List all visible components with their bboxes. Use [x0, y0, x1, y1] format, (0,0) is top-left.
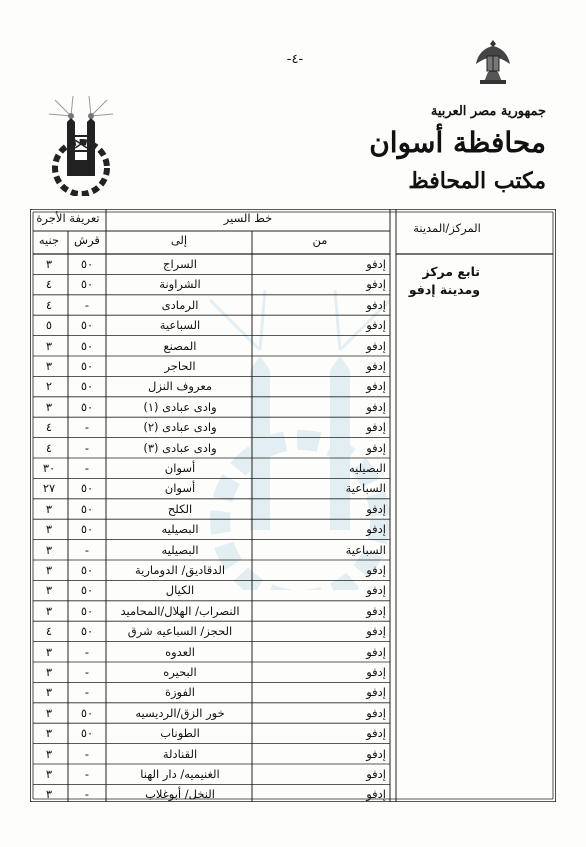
- cell-from: إدفو: [366, 257, 386, 271]
- office-title: مكتب المحافظ: [408, 168, 546, 194]
- cell-to: وادى عبادى (٣): [143, 440, 217, 455]
- cell-piastre: ٥٠: [80, 399, 94, 414]
- cell-from: إدفو: [366, 705, 386, 720]
- cell-piastre: -: [84, 461, 90, 475]
- cell-from: إدفو: [366, 665, 386, 679]
- cell-to: القنادلة: [162, 746, 198, 761]
- cell-to: أسوان: [164, 481, 196, 496]
- cell-pound: ٣: [45, 767, 53, 781]
- cell-pound: ٥: [45, 318, 53, 333]
- cell-from: إدفو: [366, 318, 386, 333]
- cell-pound: ٣: [45, 359, 53, 373]
- cell-to: البصيليه: [161, 542, 199, 557]
- cell-pound: ٣: [45, 563, 53, 577]
- republic-title: جمهورية مصر العربية: [430, 104, 546, 119]
- cell-from: إدفو: [366, 746, 386, 761]
- cell-pound: ٤: [45, 297, 53, 312]
- cell-from: إدفو: [366, 563, 386, 577]
- cell-piastre: -: [84, 746, 90, 761]
- cell-from: إدفو: [366, 644, 386, 659]
- cell-from: إدفو: [366, 522, 386, 537]
- cell-piastre: -: [84, 767, 90, 781]
- cell-pound: ٣: [45, 583, 53, 598]
- cell-to: الطوناب: [160, 726, 200, 741]
- cell-from: البصيليه: [348, 461, 386, 475]
- cell-pound: ٣: [45, 726, 53, 741]
- cell-to: النخل/ أبوغلاب: [145, 787, 215, 802]
- cell-from: إدفو: [366, 440, 386, 455]
- cell-from: إدفو: [366, 767, 386, 781]
- cell-to: الغنيميه/ دار الهنا: [140, 767, 220, 781]
- header-route: خط السير: [223, 211, 273, 225]
- cell-from: إدفو: [366, 297, 386, 312]
- cell-pound: ٣: [45, 603, 53, 618]
- cell-pound: ٣: [45, 542, 53, 557]
- cell-from: إدفو: [366, 359, 386, 373]
- cell-to: النصراب/ الهلال/المحاميد: [120, 603, 240, 618]
- page-number: -٤-: [286, 52, 304, 67]
- header-to: إلى: [170, 233, 188, 247]
- cell-to: الشراونة: [159, 277, 201, 292]
- cell-piastre: -: [84, 665, 90, 679]
- cell-piastre: -: [84, 420, 90, 435]
- cell-pound: ٣: [45, 501, 53, 516]
- eagle-emblem-icon: [474, 38, 512, 86]
- cell-to: البصيليه: [161, 522, 199, 537]
- cell-piastre: ٥٠: [80, 277, 94, 292]
- cell-from: إدفو: [366, 277, 386, 292]
- cell-pound: ٣: [45, 705, 53, 720]
- cell-pound: ٢٧: [42, 481, 56, 496]
- cell-to: المصنع: [163, 338, 197, 353]
- header-piastre: قرش: [74, 233, 100, 247]
- cell-to: الحاجر: [164, 359, 196, 373]
- cell-piastre: ٥٠: [80, 522, 94, 537]
- cell-from: إدفو: [366, 685, 386, 700]
- cell-from: السباعية: [345, 542, 386, 557]
- cell-to: وادى عبادى (١): [143, 399, 217, 414]
- cell-to: البحيره: [163, 665, 197, 679]
- cell-piastre: ٥٠: [80, 583, 94, 598]
- cell-piastre: ٥٠: [80, 318, 94, 333]
- cell-piastre: ٥٠: [80, 359, 94, 373]
- cell-pound: ٤: [45, 420, 53, 435]
- header-center-city: المركز/المدينة: [413, 221, 481, 235]
- cell-pound: ٣: [45, 644, 53, 659]
- cell-piastre: ٥٠: [80, 379, 94, 394]
- cell-to: الكلح: [167, 501, 193, 516]
- cell-piastre: -: [84, 644, 90, 659]
- cell-pound: ٤: [45, 624, 53, 639]
- cell-pound: ٣: [45, 338, 53, 353]
- center-city-value: تابع مركز ومدينة إدفو: [408, 264, 480, 297]
- header-from: من: [312, 233, 328, 247]
- cell-to: الكيال: [165, 583, 195, 598]
- cell-piastre: ٥٠: [80, 726, 94, 741]
- cell-piastre: ٥٠: [80, 481, 94, 496]
- cell-pound: ٣: [45, 522, 53, 537]
- cell-to: السباعية: [159, 318, 201, 333]
- cell-to: العدوه: [165, 644, 195, 659]
- cell-from: إدفو: [366, 603, 386, 618]
- cell-pound: ٣: [45, 257, 53, 271]
- cell-pound: ٢: [45, 379, 53, 394]
- cell-to: أسوان: [164, 461, 196, 475]
- cell-piastre: -: [84, 440, 90, 455]
- fare-table: [30, 209, 556, 802]
- cell-to: معروف النزل: [147, 379, 213, 394]
- cell-pound: ٣٠: [42, 461, 56, 475]
- cell-from: إدفو: [366, 787, 386, 802]
- cell-pound: ٤: [45, 277, 53, 292]
- cell-piastre: -: [84, 685, 90, 700]
- cell-to: الرمادى: [161, 297, 199, 312]
- cell-piastre: ٥٠: [80, 603, 94, 618]
- cell-piastre: ٥٠: [80, 501, 94, 516]
- cell-from: إدفو: [366, 399, 386, 414]
- cell-pound: ٣: [45, 787, 53, 802]
- cell-from: إدفو: [366, 338, 386, 353]
- cell-from: إدفو: [366, 501, 386, 516]
- cell-pound: ٤: [45, 440, 53, 455]
- cell-pound: ٣: [45, 665, 53, 679]
- header-pound: جنيه: [38, 233, 60, 247]
- cell-pound: ٣: [45, 685, 53, 700]
- cell-piastre: -: [84, 787, 90, 802]
- cell-piastre: -: [84, 542, 90, 557]
- cell-piastre: -: [84, 297, 90, 312]
- cell-piastre: ٥٠: [80, 257, 94, 271]
- aswan-governorate-logo-icon: [45, 96, 117, 196]
- cell-to: الدقاديق/ الدومارية: [134, 563, 226, 577]
- cell-piastre: ٥٠: [80, 338, 94, 353]
- cell-from: إدفو: [366, 726, 386, 741]
- cell-from: إدفو: [366, 624, 386, 639]
- cell-to: السراج: [163, 257, 197, 271]
- cell-from: إدفو: [366, 420, 386, 435]
- cell-piastre: ٥٠: [80, 705, 94, 720]
- cell-pound: ٣: [45, 399, 53, 414]
- cell-to: الحجز/ السباعيه شرق: [127, 624, 233, 639]
- cell-pound: ٣: [45, 746, 53, 761]
- cell-from: إدفو: [366, 583, 386, 598]
- cell-to: خور الزق/الرديسيه: [135, 705, 225, 720]
- header-fare: تعريفة الأجرة: [36, 211, 100, 225]
- cell-to: وادى عبادى (٢): [143, 420, 217, 435]
- governorate-title: محافظة أسوان: [369, 126, 546, 159]
- cell-piastre: ٥٠: [80, 563, 94, 577]
- cell-from: إدفو: [366, 379, 386, 394]
- cell-from: السباعية: [345, 481, 386, 496]
- cell-piastre: ٥٠: [80, 624, 94, 639]
- cell-to: الفوزة: [164, 685, 196, 700]
